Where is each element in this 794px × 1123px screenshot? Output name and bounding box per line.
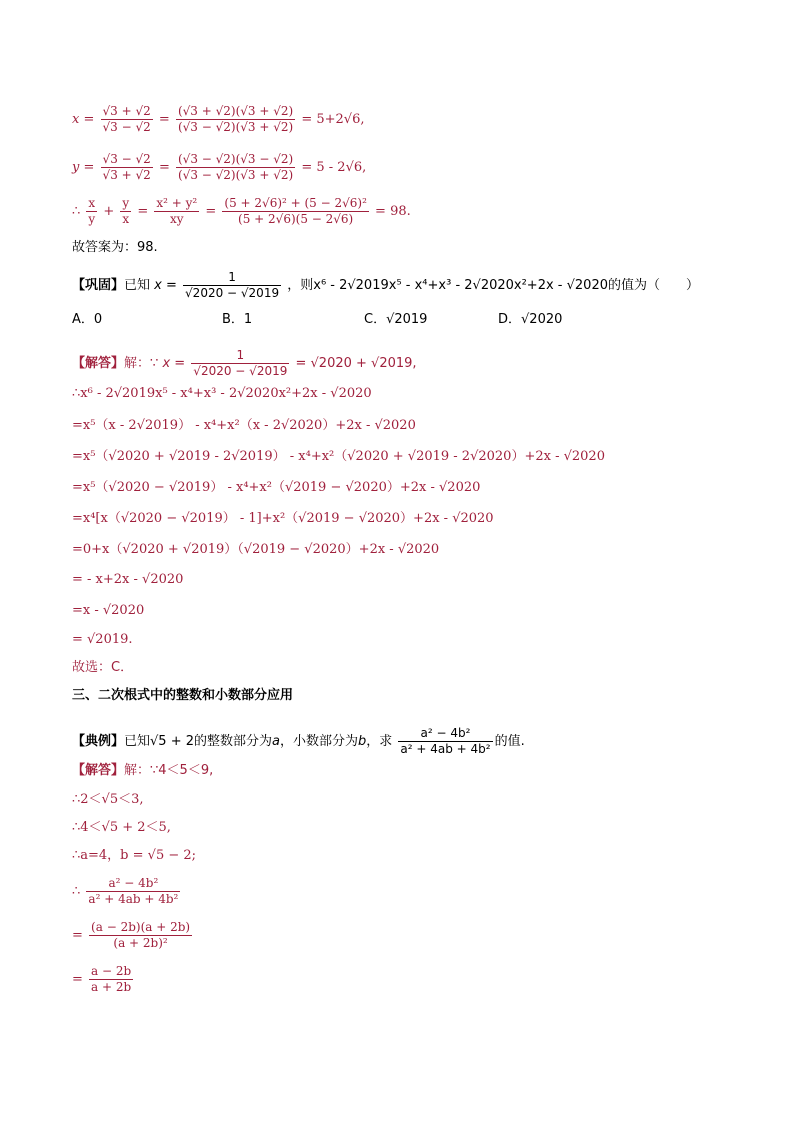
denominator: xy bbox=[154, 211, 199, 227]
numerator: a² − 4b² bbox=[420, 726, 471, 740]
numerator: x² + y² bbox=[156, 196, 198, 210]
therefore: ∴ bbox=[72, 204, 81, 219]
step: =x - √2020 bbox=[72, 603, 145, 618]
result: = 98. bbox=[375, 204, 411, 219]
step: ∴4＜√5 + 2＜5, bbox=[72, 820, 171, 835]
final-step bbox=[72, 876, 182, 907]
tag: 【解答】 bbox=[72, 763, 125, 778]
plus: + bbox=[103, 204, 115, 219]
denominator: a + 2b bbox=[91, 980, 132, 994]
fraction bbox=[154, 196, 199, 227]
step: ∴2＜√5＜3, bbox=[72, 792, 144, 807]
denominator: x bbox=[122, 212, 130, 226]
expression: x⁶ - 2√2019x⁵ - x⁴+x³ - 2√2020x²+2x - √2020 bbox=[313, 278, 608, 293]
step: = √2019. bbox=[72, 632, 133, 647]
final-step bbox=[72, 964, 135, 995]
fraction bbox=[89, 964, 133, 995]
denominator: √3 − √2 bbox=[102, 120, 151, 134]
fraction bbox=[101, 104, 153, 135]
text: 解：∵4＜5＜9, bbox=[124, 763, 214, 778]
option-b: B．1 bbox=[222, 312, 253, 327]
step: =x⁵（x - 2√2019） - x⁴+x²（x - 2√2020）+2x - √2020 bbox=[72, 418, 416, 433]
tag: 【典例】 bbox=[72, 734, 125, 749]
option-d: D．√2020 bbox=[498, 312, 563, 327]
denominator: √2020 − √2019 bbox=[185, 286, 280, 300]
result: = √2020 + √2019, bbox=[295, 356, 417, 371]
var-b: b bbox=[357, 734, 367, 749]
denominator: y bbox=[88, 212, 96, 226]
fraction bbox=[183, 270, 281, 301]
equals: = bbox=[83, 112, 95, 127]
equals: = bbox=[83, 160, 95, 175]
numerator: √3 − √2 bbox=[102, 152, 151, 166]
fraction bbox=[222, 196, 369, 227]
result: = 5 - 2√6, bbox=[301, 160, 367, 175]
section-title: 三、二次根式中的整数和小数部分应用 bbox=[72, 688, 294, 703]
var-x: x bbox=[72, 112, 80, 127]
text: 解：∵ bbox=[124, 356, 159, 371]
text: ，则 bbox=[287, 278, 314, 293]
numerator: 1 bbox=[228, 270, 236, 284]
step: =x⁵（√2020 − √2019） - x⁴+x²（√2019 − √2020）+2x - √2020 bbox=[72, 480, 481, 495]
result: = 5+2√6, bbox=[301, 112, 365, 127]
fraction bbox=[191, 348, 289, 379]
denominator: a² + 4ab + 4b² bbox=[88, 892, 179, 906]
fraction bbox=[398, 726, 492, 757]
step: ∴a=4，b = √5 − 2; bbox=[72, 848, 197, 863]
denominator: (5 + 2√6)(5 − 2√6) bbox=[222, 211, 369, 227]
equation-sum bbox=[72, 196, 411, 227]
text: ，小数部分为 bbox=[279, 734, 358, 749]
jieda2 bbox=[72, 763, 213, 779]
answer-line: 故答案为：98. bbox=[72, 240, 158, 255]
fraction bbox=[89, 920, 192, 951]
denominator: (√3 − √2)(√3 + √2) bbox=[177, 120, 294, 134]
fraction bbox=[101, 152, 153, 183]
denominator: √2020 − √2019 bbox=[193, 364, 288, 378]
numerator: √3 + √2 bbox=[102, 104, 151, 118]
option-a: A．0 bbox=[72, 312, 103, 327]
step: =x⁴[x（√2020 − √2019） - 1]+x²（√2019 − √2020）+2x - √2020 bbox=[72, 511, 494, 526]
jieda1 bbox=[72, 348, 417, 379]
denominator: a² + 4ab + 4b² bbox=[400, 742, 491, 756]
tag: 【解答】 bbox=[72, 356, 125, 371]
equals: = bbox=[205, 204, 217, 219]
fraction bbox=[86, 876, 180, 907]
var-a: a bbox=[272, 734, 280, 749]
equals: = bbox=[72, 928, 83, 943]
fraction bbox=[176, 104, 295, 135]
dianli-question bbox=[72, 726, 525, 757]
step: =0+x（√2020 + √2019）（√2019 − √2020）+2x - √2020 bbox=[72, 542, 440, 557]
numerator: (√3 − √2)(√3 − √2) bbox=[177, 152, 294, 166]
numerator: a² − 4b² bbox=[108, 876, 159, 890]
numerator: (5 + 2√6)² + (5 − 2√6)² bbox=[224, 196, 367, 210]
step: =x⁵（√2020 + √2019 - 2√2019） - x⁴+x²（√2020 + √2019 - 2√2020）+2x - √2020 bbox=[72, 449, 605, 464]
step: = - x+2x - √2020 bbox=[72, 572, 184, 587]
equals: = bbox=[137, 204, 149, 219]
step: ∴x⁶ - 2√2019x⁵ - x⁴+x³ - 2√2020x²+2x - √2020 bbox=[72, 386, 372, 401]
fraction bbox=[176, 152, 295, 183]
text: ，求 bbox=[366, 734, 393, 749]
numerator: x bbox=[88, 196, 96, 210]
choose: 故选：C． bbox=[72, 660, 134, 675]
var-x: x = bbox=[162, 356, 186, 371]
equation-x: x = $\frac{√3 + √2}{√3 - √2}$ = $\frac{(√3 + √2)(√3 + √2)}{(√3 - √2)(√3 + √2)}$ = 5+2√6, bbox=[72, 104, 365, 134]
denominator: (√3 − √2)(√3 + √2) bbox=[177, 168, 294, 182]
denominator: (a + 2b)² bbox=[89, 935, 192, 951]
fraction bbox=[86, 196, 97, 227]
equation-y: y = $\frac{√3 - √2}{√3 + √2}$ = $\frac{(√3 - √2)(√3 - √2)}{(√3 - √2)(√3 + √2)}$ = 5 - 2√6, bbox=[72, 152, 367, 182]
denominator: √3 + √2 bbox=[102, 168, 151, 182]
text: 的值. bbox=[494, 734, 525, 749]
tag: 【巩固】 bbox=[72, 278, 125, 293]
text: 已知 bbox=[124, 278, 151, 293]
fraction bbox=[120, 196, 131, 227]
final-step bbox=[72, 920, 194, 951]
numerator: (a − 2b)(a + 2b) bbox=[91, 920, 191, 934]
text: 的值为（ ） bbox=[608, 278, 700, 293]
gonggu-question bbox=[72, 270, 699, 301]
therefore: ∴ bbox=[72, 884, 81, 899]
option-c: C．√2019 bbox=[364, 312, 428, 327]
numerator: y bbox=[122, 196, 130, 210]
equals: = bbox=[72, 972, 83, 987]
var-x: x = bbox=[154, 278, 177, 293]
var-y: y bbox=[72, 160, 80, 175]
numerator: (√3 + √2)(√3 + √2) bbox=[177, 104, 294, 118]
numerator: a − 2b bbox=[91, 964, 132, 978]
text: 已知√5 + 2的整数部分为 bbox=[124, 734, 272, 749]
numerator: 1 bbox=[236, 348, 245, 362]
